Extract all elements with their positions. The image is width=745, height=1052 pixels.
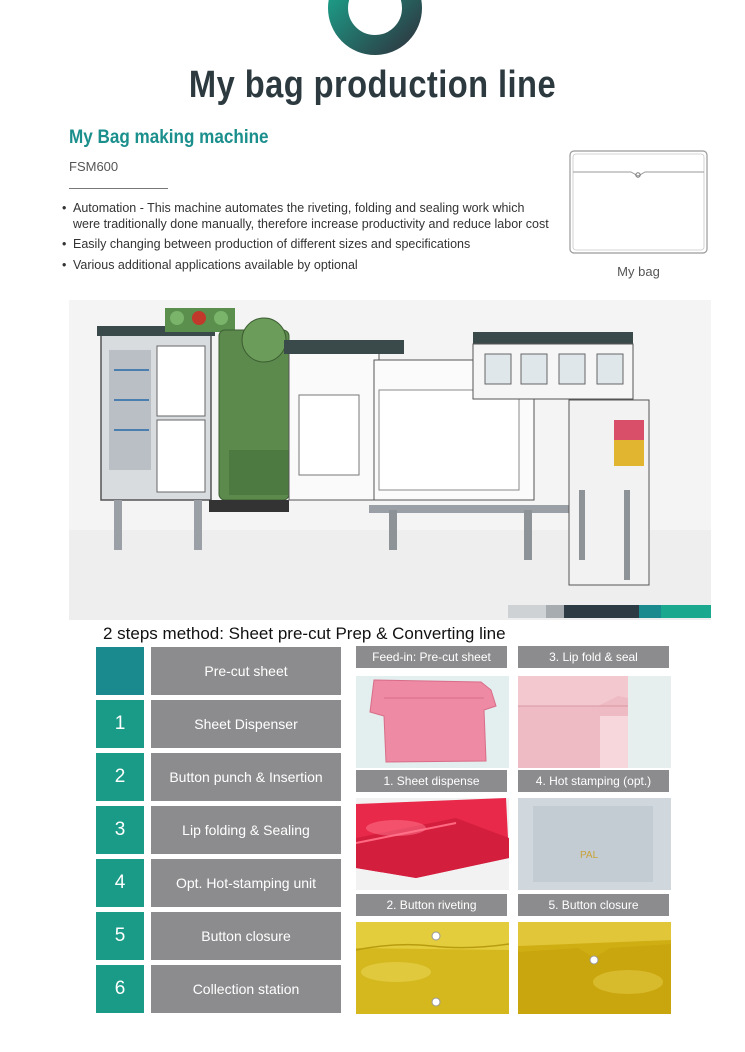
step-number: 6	[96, 965, 144, 1013]
strip-segment	[564, 605, 639, 618]
photo-hot-stamping	[518, 798, 671, 890]
photo-hot-stamping-graphic	[518, 798, 671, 890]
feature-item: • Various additional applications available by optional	[62, 258, 552, 274]
photo-caption: 2. Button riveting	[356, 894, 507, 916]
photo-caption: 4. Hot stamping (opt.)	[518, 770, 669, 792]
photo-caption: 3. Lip fold & seal	[518, 646, 669, 668]
step-number: 5	[96, 912, 144, 960]
photo-button-riveting	[356, 922, 509, 1014]
photo-caption: Feed-in: Pre-cut sheet	[356, 646, 507, 668]
step-label: Collection station	[151, 965, 341, 1013]
photo-sheet-dispense	[356, 798, 509, 890]
photo-precut-sheet-graphic	[356, 676, 509, 768]
page-title: My bag production line	[188, 64, 557, 106]
color-strip	[508, 605, 711, 618]
strip-segment	[508, 605, 546, 618]
photo-button-closure-graphic	[518, 922, 671, 1014]
step-number	[96, 647, 144, 695]
model-number: FSM600	[69, 159, 119, 174]
feature-item: • Automation - This machine automates the riveting, folding and sealing work which were traditionally done manually, therefore increase productivity and reduce labor cost	[62, 201, 552, 232]
step-label: Pre-cut sheet	[151, 647, 341, 695]
photo-button-riveting-graphic	[356, 922, 509, 1014]
photo-lip-fold-graphic	[518, 676, 671, 768]
strip-segment	[661, 605, 711, 618]
photo-button-closure	[518, 922, 671, 1014]
step-label: Button punch & Insertion	[151, 753, 341, 801]
strip-segment	[639, 605, 661, 618]
step-label: Opt. Hot-stamping unit	[151, 859, 341, 907]
method-title: 2 steps method: Sheet pre-cut Prep & Converting line	[103, 624, 506, 643]
strip-segment	[546, 605, 564, 618]
divider	[69, 188, 168, 189]
photo-lip-fold	[518, 676, 671, 768]
step-label: Button closure	[151, 912, 341, 960]
photo-precut-sheet	[356, 676, 509, 768]
stamp-text: PAL	[580, 850, 599, 861]
step-number: 2	[96, 753, 144, 801]
step-number: 1	[96, 700, 144, 748]
bag-illustration	[569, 150, 708, 254]
step-label: Lip folding & Sealing	[151, 806, 341, 854]
photo-sheet-dispense-graphic	[356, 798, 509, 890]
step-label: Sheet Dispenser	[151, 700, 341, 748]
machine-photo	[69, 300, 711, 620]
step-number: 4	[96, 859, 144, 907]
bag-caption: My bag	[617, 264, 660, 279]
section-title: My Bag making machine	[69, 127, 269, 148]
feature-item: • Easily changing between production of different sizes and specifications	[62, 237, 552, 253]
feature-list	[62, 201, 552, 278]
photo-caption: 1. Sheet dispense	[356, 770, 507, 792]
brand-logo	[327, 0, 423, 56]
photo-caption: 5. Button closure	[518, 894, 669, 916]
step-number: 3	[96, 806, 144, 854]
